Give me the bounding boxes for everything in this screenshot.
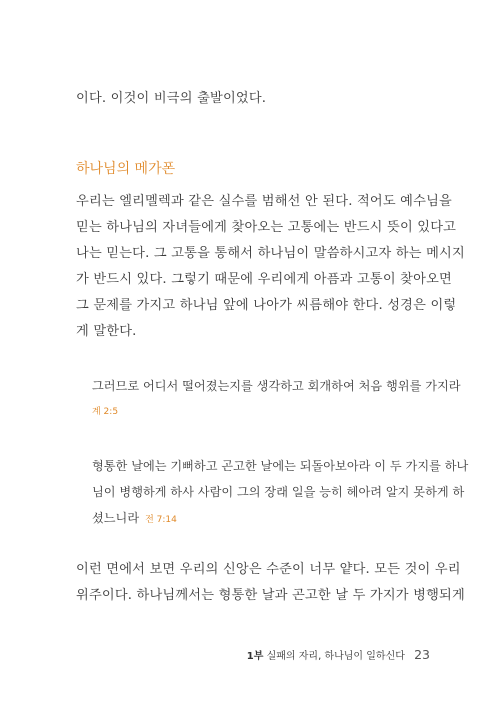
paragraph-line: 믿는 하나님의 자녀들에게 찾아오는 고통에는 반드시 뜻이 있다고 — [76, 220, 457, 235]
quote-line: 그러므로 어디서 떨어졌는지를 생각하고 회개하여 처음 행위를 가지라 — [92, 379, 461, 393]
paragraph-line: 그 문제를 가지고 하나님 앞에 나아가 씨름해야 한다. 성경은 이렇 — [76, 298, 457, 313]
scripture-reference: 전 7:14 — [145, 515, 177, 525]
footer-chapter-title: 실패의 자리, 하나님이 일하신다 — [266, 651, 405, 662]
quote-line: 형통한 날에는 기뻐하고 곤고한 날에는 되돌아보아라 이 두 가지를 하나 — [92, 459, 469, 473]
paragraph-line: 가 반드시 있다. 그렇기 때문에 우리에게 아픔과 고통이 찾아오면 — [76, 272, 452, 287]
quote-line: 님이 병행하게 하사 사람이 그의 장래 일을 능히 헤아려 알지 못하게 하 — [92, 485, 465, 499]
quote-line-text: 셨느니라 — [92, 511, 140, 525]
paragraph-line: 나는 믿는다. 그 고통을 통해서 하나님이 말씀하시고자 하는 메시지 — [76, 246, 465, 261]
intro-line: 이다. 이것이 비극의 출발이었다. — [76, 91, 267, 106]
paragraph-line: 이런 면에서 보면 우리의 신앙은 수준이 너무 얕다. 모든 것이 우리 — [76, 562, 461, 577]
page-number: 23 — [414, 647, 430, 662]
quote-reference-line — [92, 401, 118, 421]
paragraph-line: 위주이다. 하나님께서는 형통한 날과 곤고한 날 두 가지가 병행되게 — [76, 588, 465, 603]
footer-part-label: 1부 — [246, 651, 264, 662]
section-heading: 하나님의 메가폰 — [76, 161, 176, 177]
paragraph-line: 게 말한다. — [76, 324, 137, 339]
scripture-reference: 계 2:5 — [92, 407, 119, 417]
quote-last-line — [92, 509, 177, 529]
page-footer — [247, 648, 430, 664]
paragraph-line: 우리는 엘리멜렉과 같은 실수를 범해선 안 된다. 적어도 예수님을 — [76, 194, 452, 209]
